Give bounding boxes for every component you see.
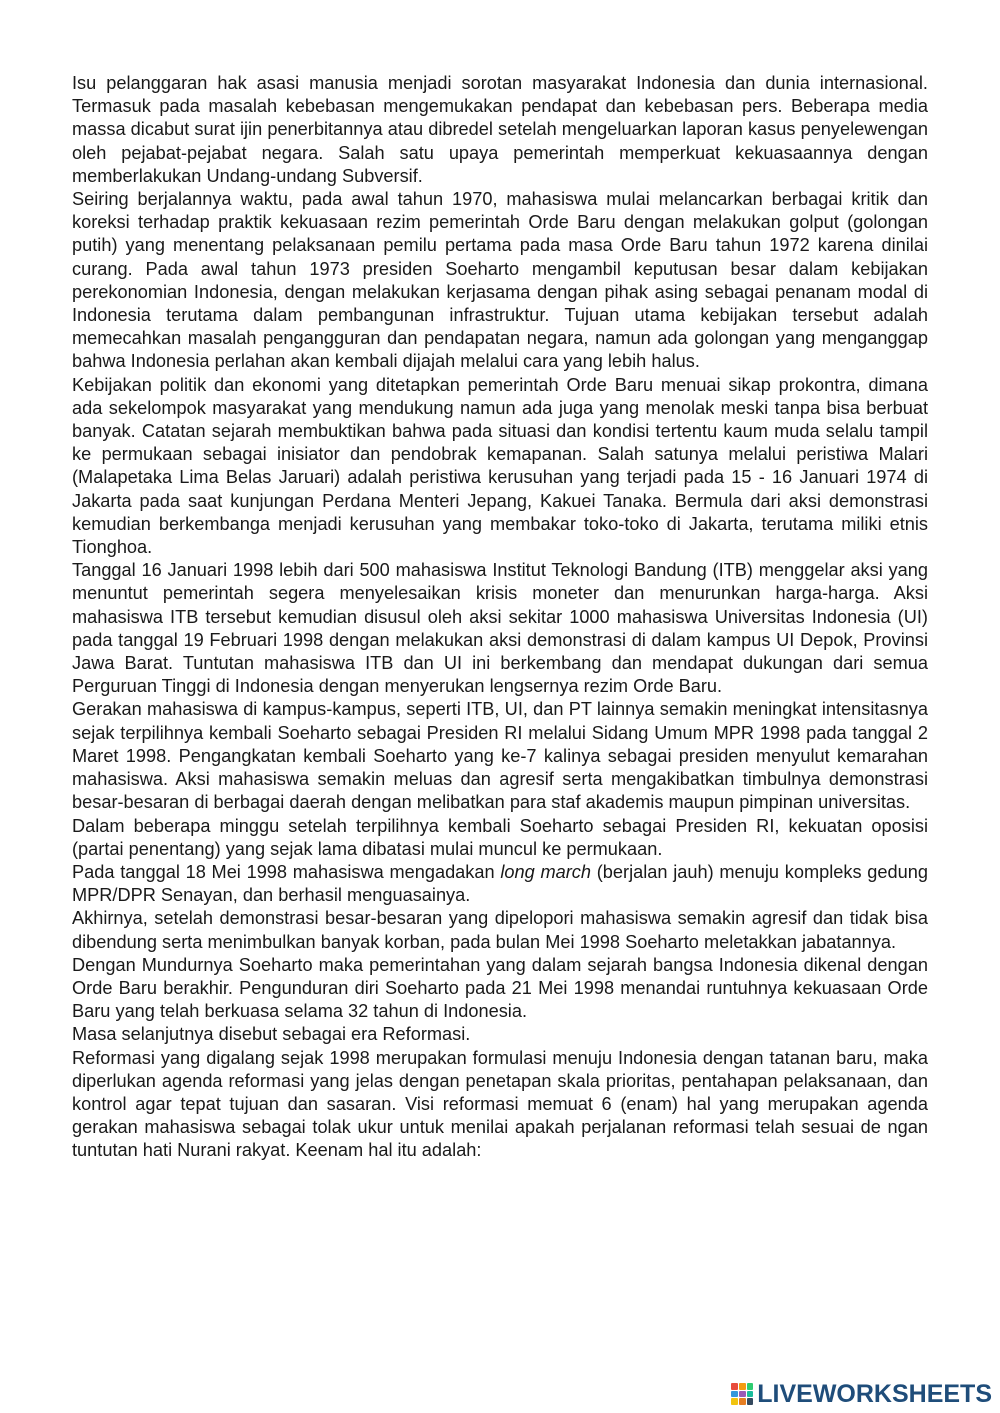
paragraph-itb-ui-1998: Tanggal 16 Januari 1998 lebih dari 500 mahasiswa Institut Teknologi Bandung (ITB) menggelar aksi yang menuntut pemerintah segera menyelesaikan krisis moneter dan menurunkan harga-harga. Aksi mahasiswa ITB tersebut kemudian disusul oleh aksi sekitar 1000 mahasiswa Universitas Indonesia (UI) pada tanggal 19 Februari 1998 dengan melakukan aksi demonstrasi di dalam kampus UI Depok, Provinsi Jawa Barat. Tuntutan mahasiswa ITB dan UI ini berkembang dan mendapat dukungan dari semua Perguruan Tinggi di Indonesia dengan menyerukan lengsernya rezim Orde Baru.: [72, 560, 928, 697]
logo-tile: [747, 1391, 754, 1398]
liveworksheets-logo-icon: [731, 1383, 753, 1405]
liveworksheets-logo-text: LIVEWORKSHEETS: [757, 1380, 992, 1408]
long-march-text-before: Pada tanggal 18 Mei 1998 mahasiswa mengadakan: [72, 861, 501, 882]
logo-tile: [739, 1398, 746, 1405]
paragraph-student-movement: Gerakan mahasiswa di kampus-kampus, seperti ITB, UI, dan PT lainnya semakin meningkat intensitasnya sejak terpilihnya kembali Soeharto sebagai Presiden RI melalui Sidang Umum MPR 1998 pada tanggal 2 Maret 1998. Pengangkatan kembali Soeharto yang ke-7 kalinya sebagai presiden menyulut kemarahan mahasiswa. Aksi mahasiswa semakin meluas dan agresif serta mengakibatkan timbulnya demonstrasi besar-besaran di berbagai daerah dengan melibatkan para staf akademis maupun pimpinan universitas.: [72, 699, 928, 813]
logo-tile: [731, 1398, 738, 1405]
logo-tile: [731, 1391, 738, 1398]
logo-tile: [731, 1383, 738, 1390]
paragraph-human-rights: Isu pelanggaran hak asasi manusia menjadi sorotan masyarakat Indonesia dan dunia internasional. Termasuk pada masalah kebebasan mengemukakan pendapat dan kebebasan pers. Beberapa media massa dicabut surat ijin penerbitannya atau dibredel setelah mengeluarkan laporan kasus penyelewengan oleh pejabat-pejabat negara. Salah satu upaya pemerintah memperkuat kekuasaannya dengan memberlakukan Undang-undang Subversif.: [72, 73, 928, 186]
paragraph-long-march: [72, 861, 928, 907]
long-march-text-after: (berjalan jauh) menuju kompleks gedung MPR/DPR Senayan, dan berhasil menguasainya.: [72, 861, 928, 906]
paragraph-opposition: Dalam beberapa minggu setelah terpilihnya kembali Soeharto sebagai Presiden RI, kekuatan oposisi (partai penentang) yang sejak lama dibatasi mulai muncul ke permukaan.: [72, 815, 928, 859]
paragraph-malari: Kebijakan politik dan ekonomi yang ditetapkan pemerintah Orde Baru menuai sikap prokontra, dimana ada sekelompok masyarakat yang mendukung namun ada juga yang menolak meski tanpa bisa berbuat banyak. Catatan sejarah membuktikan bahwa pada situasi dan kondisi tertentu kaum muda selalu tampil ke permukaan sebagai inisiator dan pendobrak kemapanan. Salah satunya melalui peristiwa Malari (Malapetaka Lima Belas Jaruari) adalah peristiwa kerusuhan yang terjadi pada 15 - 16 Januari 1974 di Jakarta pada saat kunjungan Perdana Menteri Jepang, Kakuei Tanaka. Bermula dari aksi demonstrasi kemudian berkembanga menjadi kerusuhan yang membakar toko-toko di Jakarta, terutama miliki etnis Tionghoa.: [72, 374, 928, 558]
document-body: [72, 72, 928, 1163]
paragraph-student-criticism-1970: Seiring berjalannya waktu, pada awal tahun 1970, mahasiswa mulai melancarkan berbagai kritik dan koreksi terhadap praktik kekuasaan rezim pemerintah Orde Baru dengan melakukan golput (golongan putih) yang menentang pelaksanaan pemilu pertama pada masa Orde Baru tahun 1972 karena dinilai curang. Pada awal tahun 1973 presiden Soeharto mengambil keputusan besar dalam kebijakan perekonomian Indonesia, dengan melakukan kerjasama dengan pihak asing sebagai penanam modal di Indonesia terutama dalam pembangunan infrastruktur. Tujuan utama kebijakan tersebut adalah memecahkan masalah pengangguran dan pendapatan negara, namun ada golongan yang menganggap bahwa Indonesia perlahan akan kembali dijajah melalui cara yang lebih halus.: [72, 189, 928, 372]
paragraph-end-orde-baru: Dengan Mundurnya Soeharto maka pemerintahan yang dalam sejarah bangsa Indonesia dikenal dengan Orde Baru berakhir. Pengunduran diri Soeharto pada 21 Mei 1998 menandai runtuhnya kekuasaan Orde Baru yang telah berkuasa selama 32 tahun di Indonesia.: [72, 954, 928, 1022]
paragraph-reformasi-agenda: Reformasi yang digalang sejak 1998 merupakan formulasi menuju Indonesia dengan tatanan baru, maka diperlukan agenda reformasi yang jelas dengan penetapan skala prioritas, pentahapan pelaksanaan, dan kontrol agar tepat tujuan dan sasaran. Visi reformasi memuat 6 (enam) hal yang merupakan agenda gerakan mahasiswa sebagai tolak ukur untuk menilai apakah perjalanan reformasi telah sesuai de ngan tuntutan hati Nurani rakyat. Keenam hal itu adalah:: [72, 1047, 928, 1161]
logo-tile: [747, 1383, 754, 1390]
logo-tile: [739, 1383, 746, 1390]
long-march-italic: long march: [500, 861, 591, 882]
paragraph-reformasi-era: Masa selanjutnya disebut sebagai era Reformasi.: [72, 1024, 471, 1045]
logo-tile: [739, 1391, 746, 1398]
paragraph-resignation: Akhirnya, setelah demonstrasi besar-besaran yang dipelopori mahasiswa semakin agresif dan tidak bisa dibendung serta menimbulkan banyak korban, pada bulan Mei 1998 Soeharto meletakkan jabatannya.: [72, 908, 928, 952]
liveworksheets-logo: [731, 1381, 992, 1407]
logo-tile: [747, 1398, 754, 1405]
